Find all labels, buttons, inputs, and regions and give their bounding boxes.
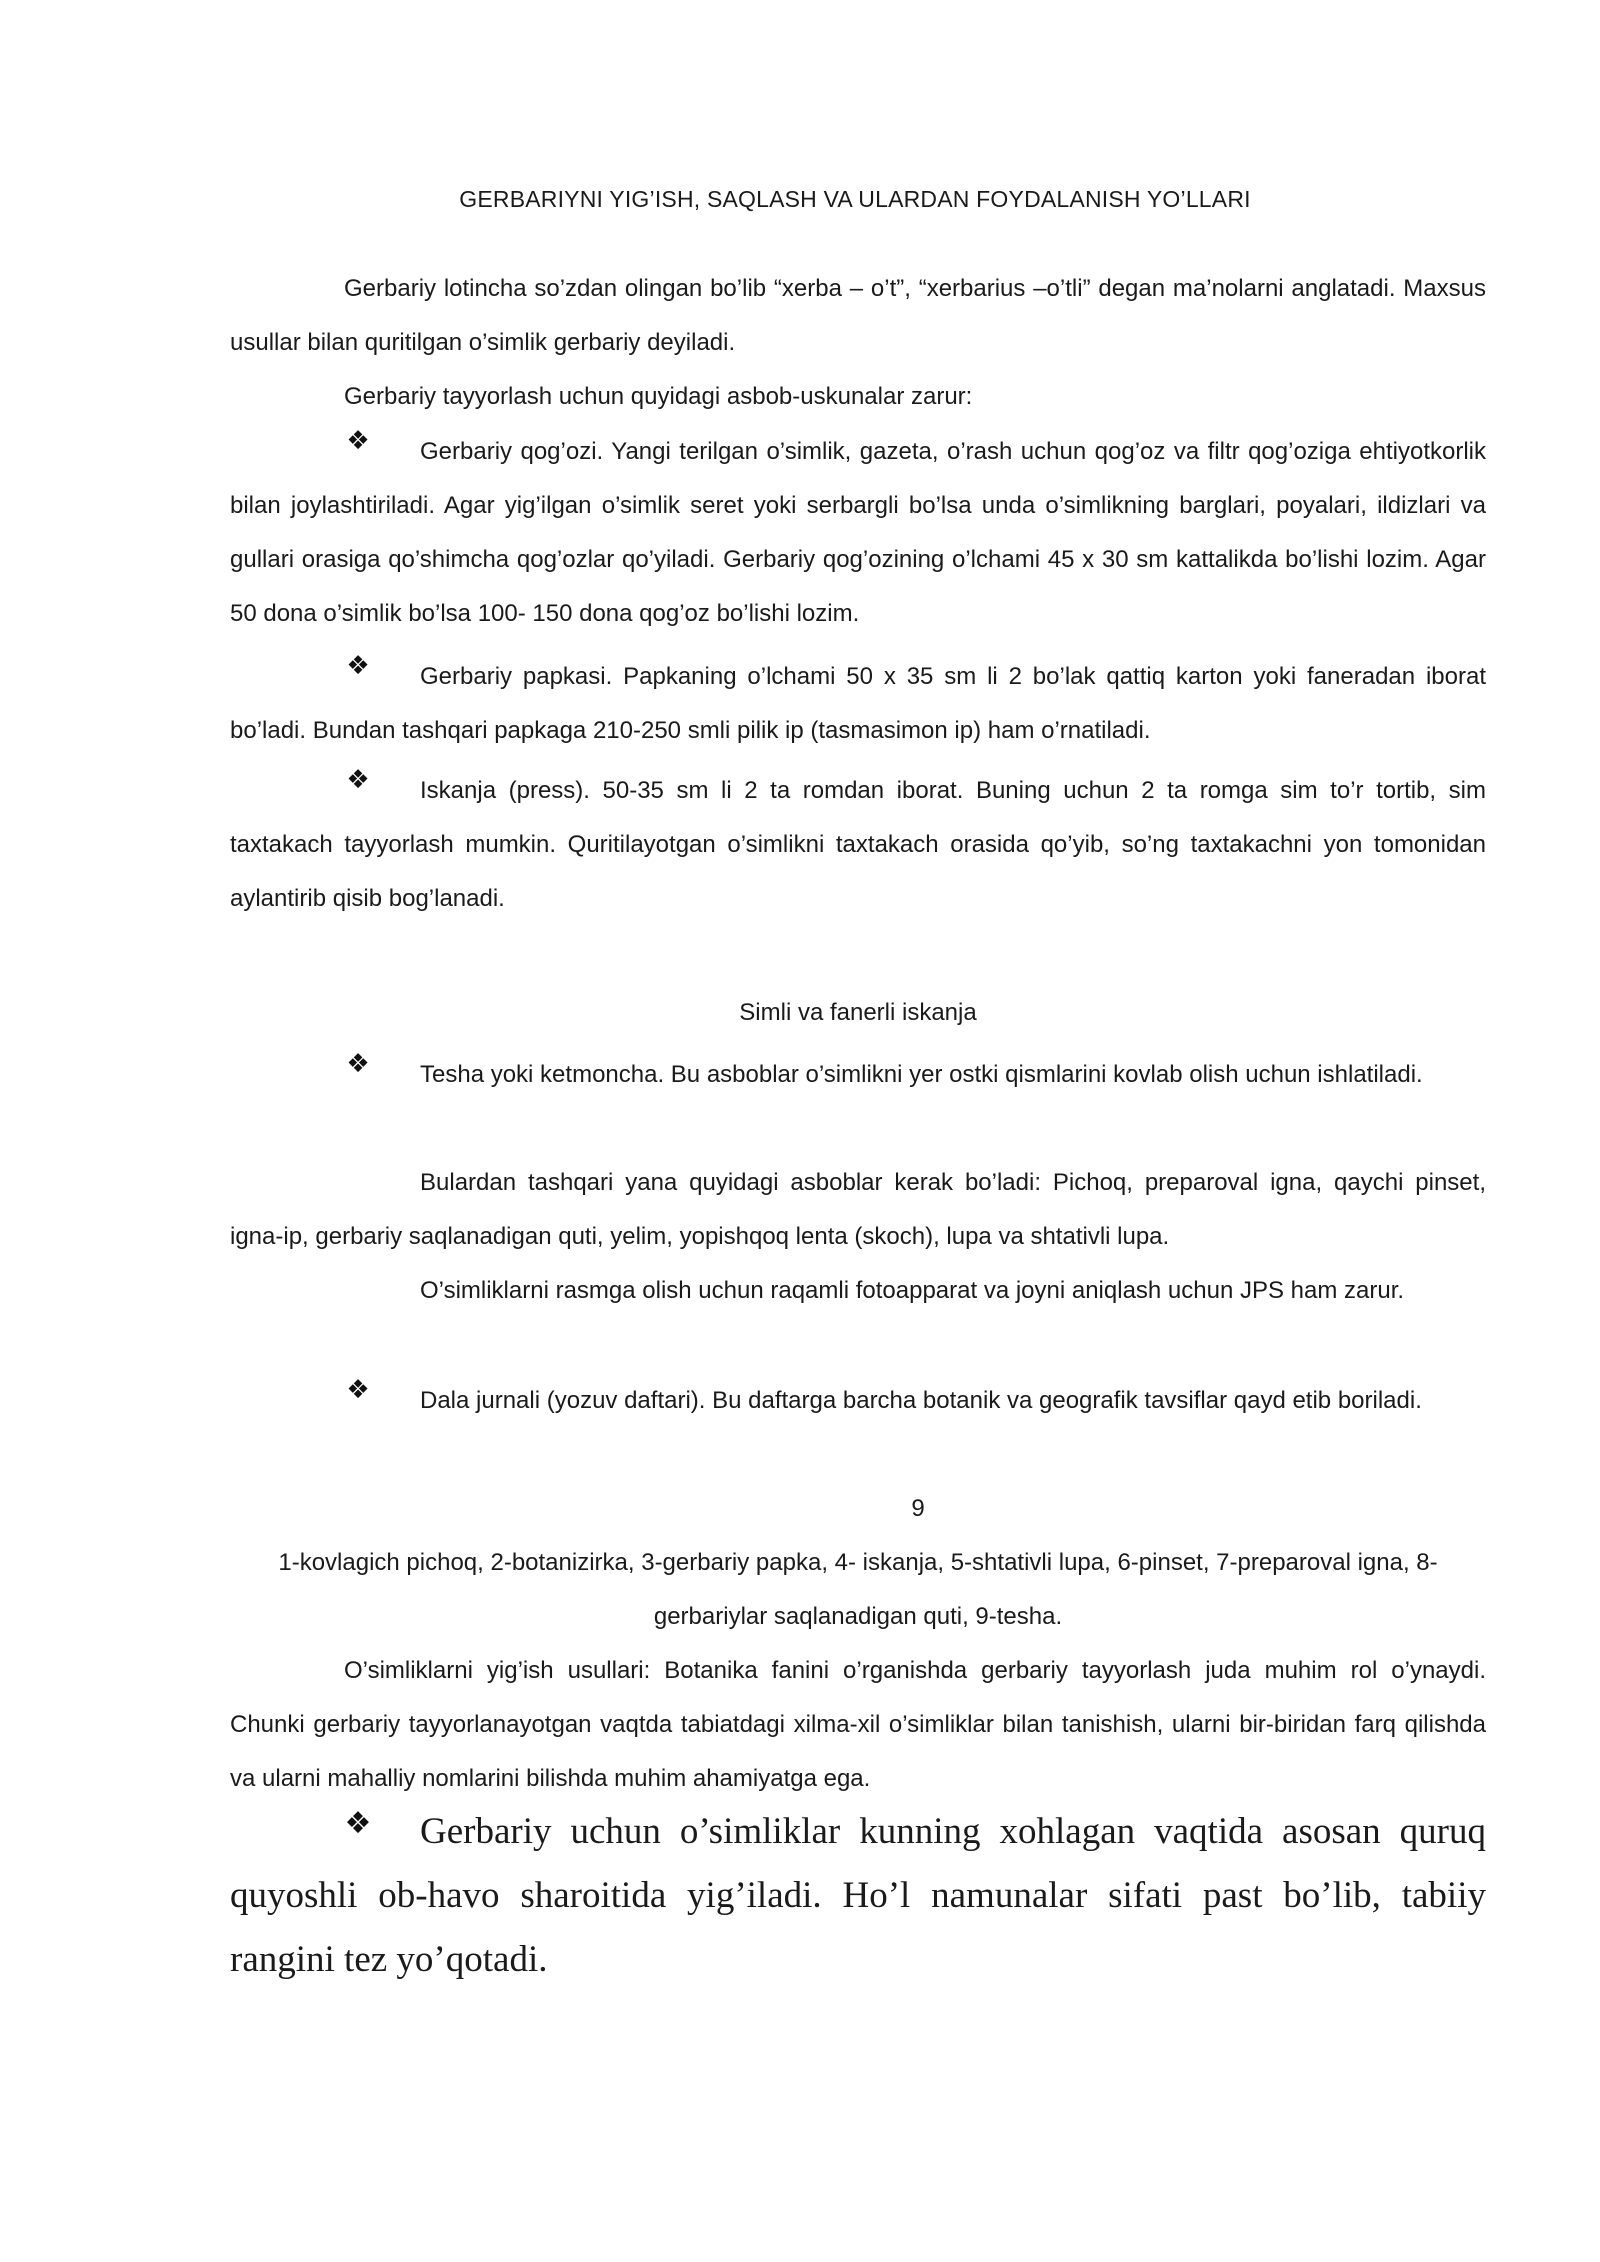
paragraph-camera: O’simliklarni rasmga olish uchun raqamli fotoapparat va joyni aniqlash uchun JPS ham zarur.	[420, 1277, 1405, 1304]
bullet-folder: Gerbariy papkasi. Papkaning o’lchami 50 x 35 sm li 2 bo’lak qattiq karton yoki faneradan iborat bo’ladi. Bundan tashqari papkaga 210-250 smli pilik ip (tasmasimon ip) ham o’rnatiladi.	[230, 663, 1486, 744]
figure-number: 9	[911, 1495, 925, 1522]
paragraph-extra-tools: Bulardan tashqari yana quyidagi asboblar kerak bo’ladi: Pichoq, preparoval igna, qaychi pinset, igna-ip, gerbariy saqlanadigan quti, yelim, yopishqoq lenta (skoch), lupa va shtativli lupa.	[230, 1169, 1486, 1250]
bullet-icon: ❖	[344, 1807, 372, 1840]
bullet-icon: ❖	[346, 1048, 370, 1078]
paragraph-tools-intro: Gerbariy tayyorlash uchun quyidagi asbob-uskunalar zarur:	[344, 383, 973, 410]
paragraph-collection-methods: O’simliklarni yig’ish usullari: Botanika fanini o’rganishda gerbariy tayyorlash juda muhim rol o’ynaydi. Chunki gerbariy tayyorlanayotgan vaqtda tabiatdagi xilma-xil o’simliklar bilan tanishish, ularni bir-biridan farq qilishda va ularni mahalliy nomlarini bilishda muhim ahamiyatga ega.	[230, 1657, 1486, 1792]
bullet-journal: Dala jurnali (yozuv daftari). Bu daftarga barcha botanik va geografik tavsiflar qayd etib boriladi.	[420, 1387, 1422, 1414]
bullet-icon: ❖	[346, 425, 370, 455]
figure-caption-tools: 1-kovlagich pichoq, 2-botanizirka, 3-gerbariy papka, 4- iskanja, 5-shtativli lupa, 6-pinset, 7-preparoval igna, 8-gerbariylar saqlanadigan quti, 9-tesha.	[278, 1549, 1438, 1630]
bullet-paper: Gerbariy qog’ozi. Yangi terilgan o’simlik, gazeta, o’rash uchun qog’oz va filtr qog’oziga ehtiyotkorlik bilan joylashtiriladi. Agar yig’ilgan o’simlik seret yoki serbargli bo’lsa unda o’simlikning barglari, poyalari, ildizlari va gullari orasiga qo’shimcha qog’ozlar qo’yiladi. Gerbariy qog’ozining o’lchami 45 x 30 sm kattalikda bo’lishi lozim. Agar 50 dona o’simlik bo’lsa 100- 150 dona qog’oz bo’lishi lozim.	[230, 438, 1486, 627]
bullet-collection-time: Gerbariy uchun o’simliklar kunning xohlagan vaqtida asosan quruq quyoshli ob-havo sharoitida yig’iladi. Ho’l namunalar sifati past bo’lib, tabiiy rangini tez yo’qotadi.	[230, 1811, 1486, 1980]
paragraph-intro: Gerbariy lotincha so’zdan olingan bo’lib “xerba – o’t”, “xerbarius –o’tli” degan ma’nolarni anglatadi. Maxsus usullar bilan quritilgan o’simlik gerbariy deyiladi.	[230, 275, 1486, 356]
bullet-icon: ❖	[346, 650, 370, 680]
bullet-press: Iskanja (press). 50-35 sm li 2 ta romdan iborat. Buning uchun 2 ta romga sim to’r tortib, sim taxtakach tayyorlash mumkin. Quritilayotgan o’simlikni taxtakach orasida qo’yib, so’ng taxtakachni yon tomonidan aylantirib qisib bog’lanadi.	[230, 777, 1486, 912]
bullet-icon: ❖	[346, 1374, 370, 1404]
page-title: GERBARIYNI YIG’ISH, SAQLASH VA ULARDAN FOYDALANISH YO’LLARI	[459, 186, 1251, 212]
figure-caption-press: Simli va fanerli iskanja	[739, 999, 977, 1026]
bullet-icon: ❖	[346, 764, 370, 794]
bullet-hoe: Tesha yoki ketmoncha. Bu asboblar o’simlikni yer ostki qismlarini kovlab olish uchun ishlatiladi.	[420, 1061, 1423, 1088]
